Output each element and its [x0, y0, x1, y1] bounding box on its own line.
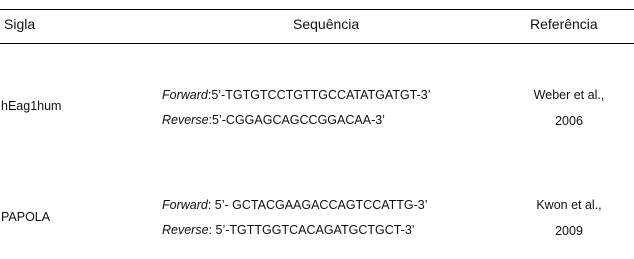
row-1-forward-label: Forward [162, 88, 208, 102]
row-2-forward [162, 198, 428, 212]
row-2-forward-seq: : 5’- GCTACGAAGACCAGTCCATTG-3’ [207, 198, 428, 212]
row-2-ref-line2: 2009 [555, 224, 583, 238]
row-2-sigla: PAPOLA [1, 210, 51, 224]
table-header-rule [0, 43, 634, 44]
row-1-reverse-seq: :5’-CGGAGCAGCCGGACAA-3’ [208, 113, 385, 127]
header-referencia: Referência [530, 16, 598, 32]
row-1-forward-seq: :5’-TGTGTCCTGTTGCCATATGATGT-3’ [207, 88, 431, 102]
header-sigla: Sigla [4, 16, 36, 32]
row-1-forward [162, 88, 431, 102]
row-1-reverse [162, 113, 385, 127]
row-1-reverse-label: Reverse [162, 113, 209, 127]
row-2-reverse [162, 223, 415, 237]
row-1-sigla: hEag1hum [1, 99, 62, 113]
row-2-ref-line1: Kwon et al., [536, 198, 602, 212]
row-2-reverse-label: Reverse [162, 223, 209, 237]
row-2-forward-label: Forward [162, 198, 208, 212]
table-top-rule [0, 9, 634, 10]
header-sequencia: Sequência [293, 16, 360, 32]
row-1-ref-line2: 2006 [555, 114, 583, 128]
row-2-reverse-seq: : 5’-TGTTGGTCACAGATGCTGCT-3’ [208, 223, 415, 237]
row-1-ref-line1: Weber et al., [533, 88, 605, 102]
